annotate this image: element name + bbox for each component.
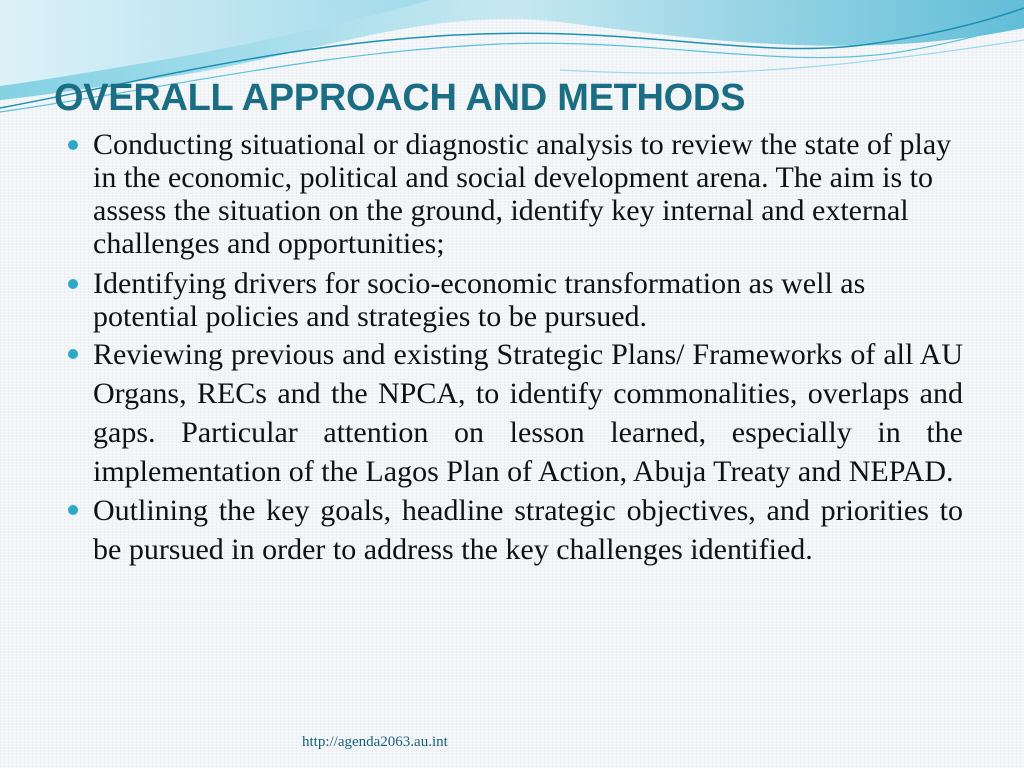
bullet-text: Conducting situational or diagnostic analysis to review the state of play in the economic, political and social development arena. The aim is to assess the situation on the ground, identify key internal and external challenges and opportunities;: [93, 128, 952, 260]
bullet-item: [68, 491, 963, 569]
bullet-text: Outlining the key goals, headline strategic objectives, and priorities to be pursued in order to address the key challenges identified.: [93, 494, 963, 566]
bullet-dot-icon: [68, 279, 78, 289]
bullet-item: [68, 335, 963, 491]
bullet-text: Identifying drivers for socio-economic transformation as well as potential policies and strategies to be pursued.: [93, 267, 866, 333]
bullet-item: [68, 267, 963, 333]
bullet-dot-icon: [68, 140, 78, 150]
footer-url: http://agenda2063.au.int: [302, 734, 448, 750]
bullet-dot-icon: [68, 349, 78, 359]
bullet-dot-icon: [68, 505, 78, 515]
slide-title: OVERALL APPROACH AND METHODS: [54, 77, 746, 119]
bullet-text: Reviewing previous and existing Strategic Plans/ Frameworks of all AU Organs, RECs and the NPCA, to identify commonalities, overlaps and gaps. Particular attention on lesson learned, especially in the implementation of the Lagos Plan of Action, Abuja Treaty and NEPAD.: [93, 338, 963, 488]
bullet-list: [68, 128, 963, 569]
bullet-item: [68, 128, 963, 260]
